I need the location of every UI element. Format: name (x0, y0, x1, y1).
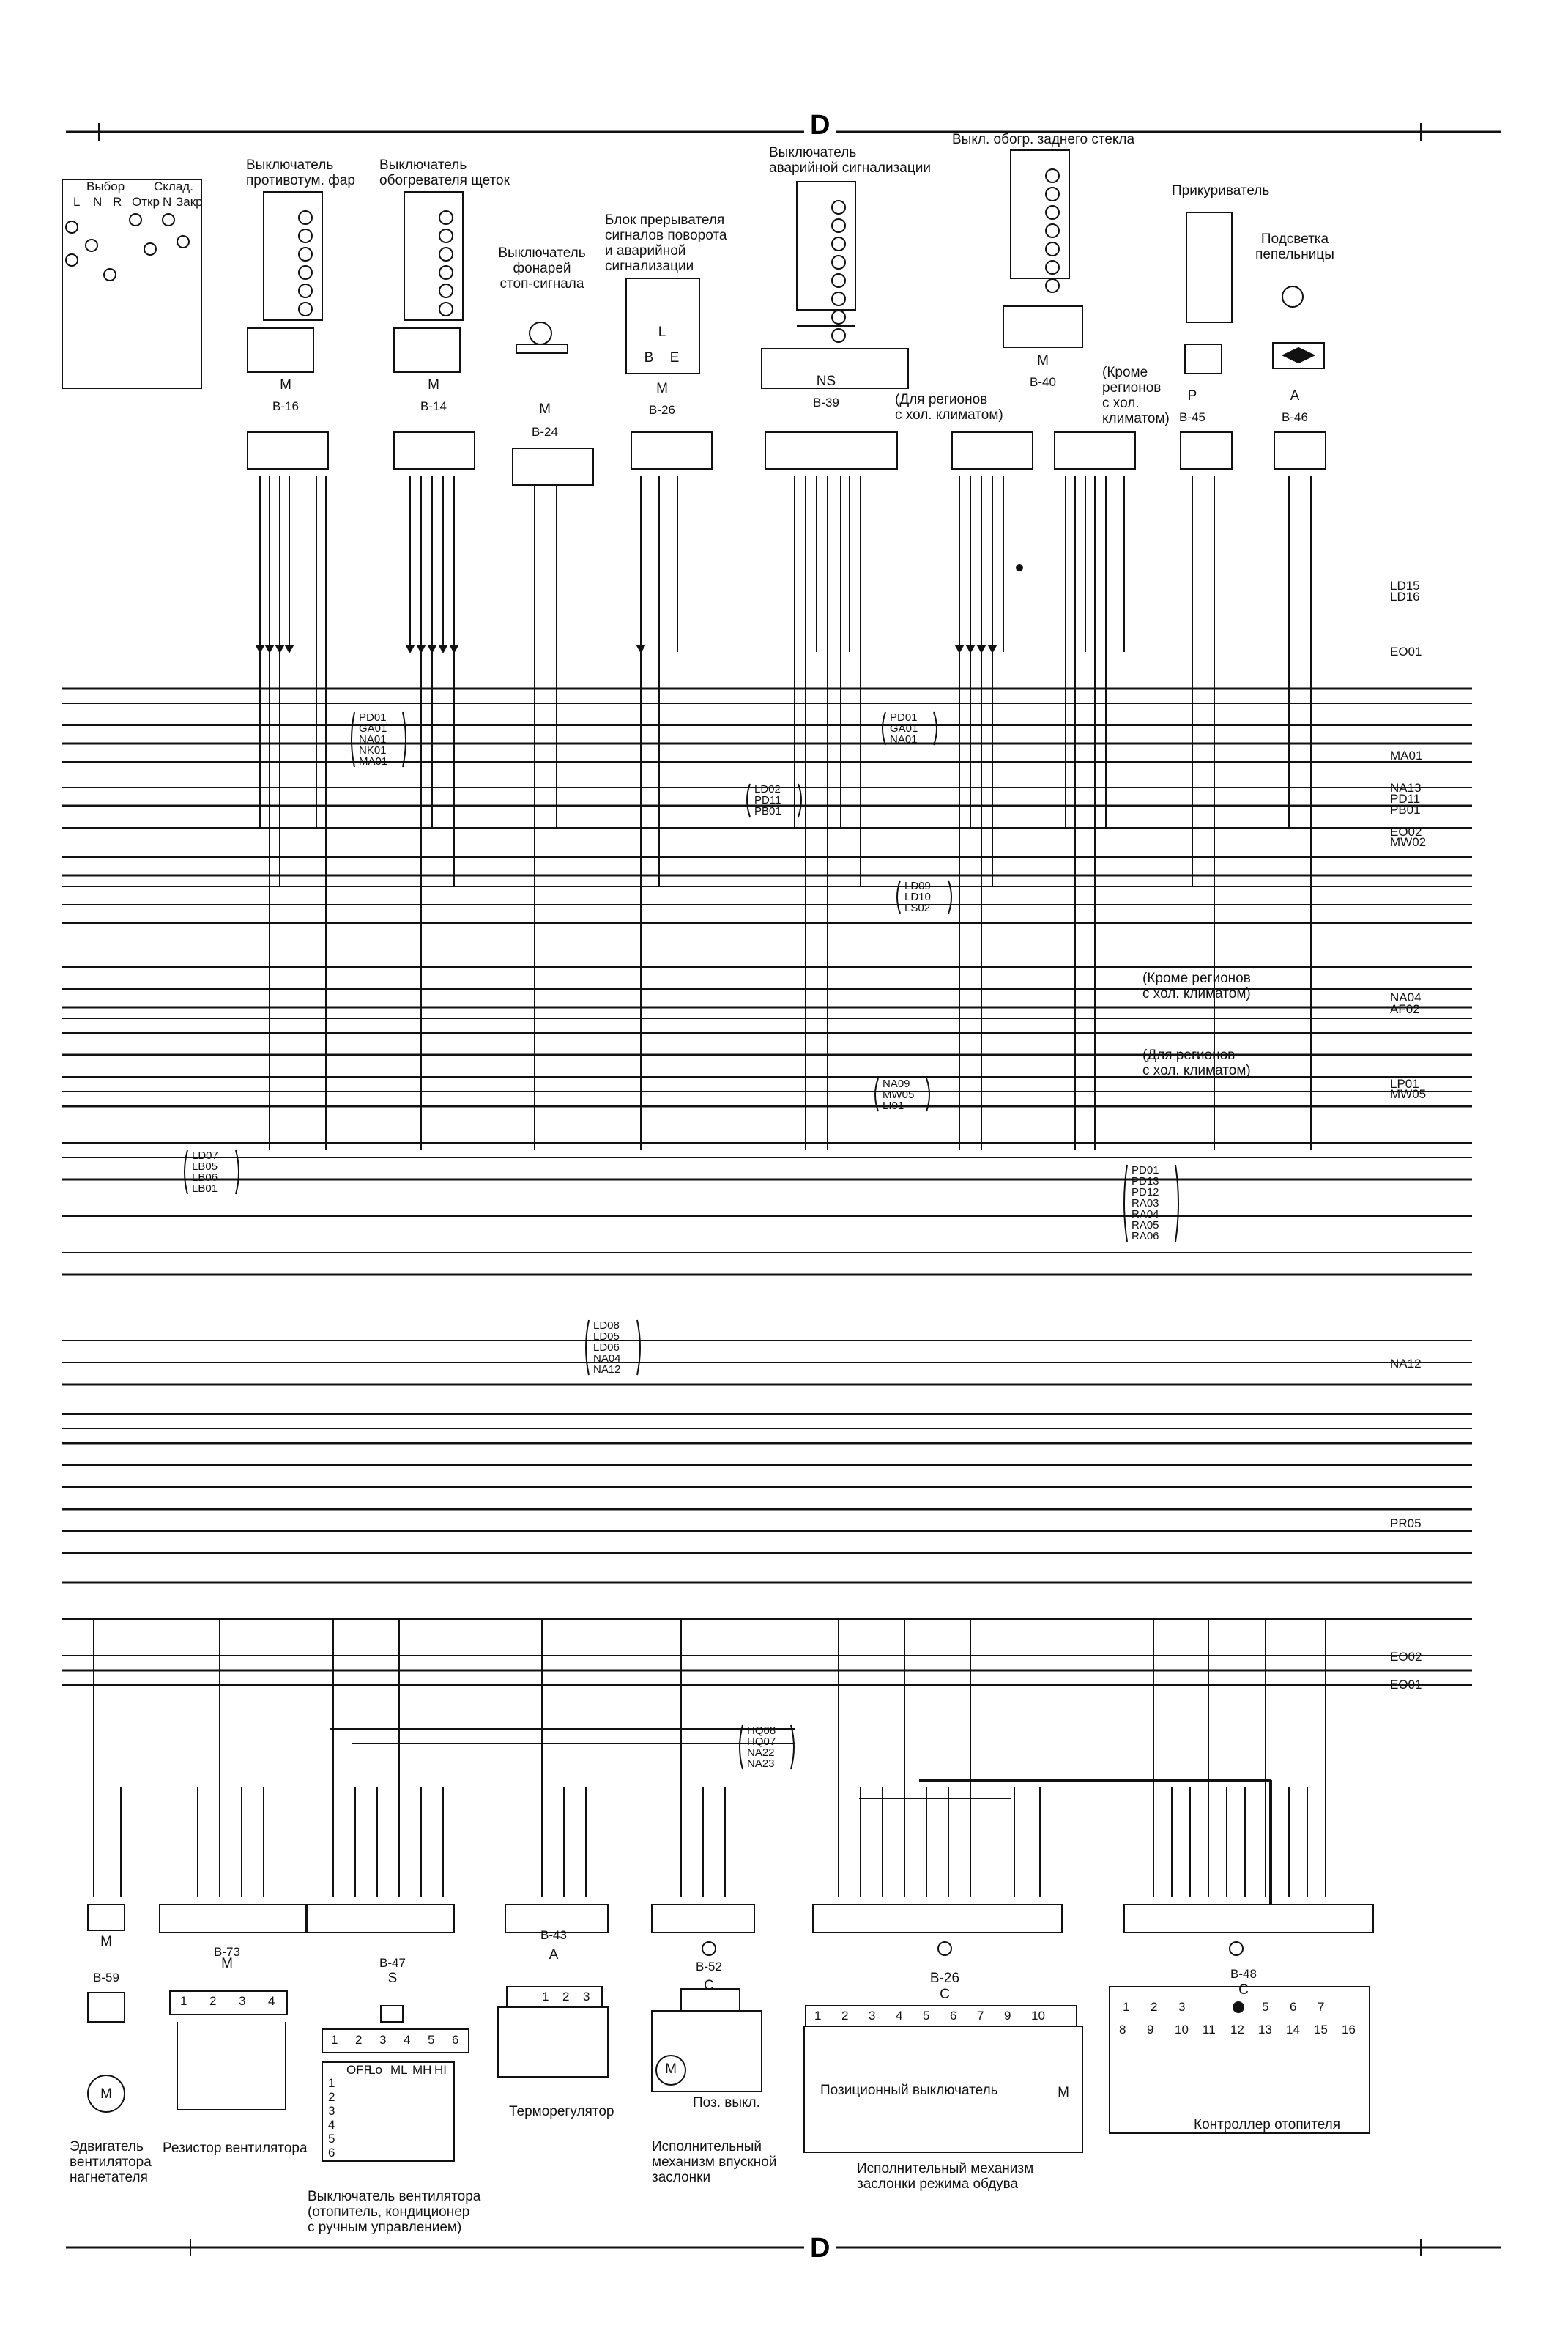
mode-pin: 5 (923, 2009, 930, 2023)
intake-connector-strip (652, 1905, 754, 1932)
shift-sklad-label: Склад. (154, 179, 193, 193)
fan-switch-row: 3 (328, 2104, 335, 2118)
heater-pin: 8 (1119, 2023, 1126, 2037)
wire-ref-label: NA04 (1390, 990, 1422, 1004)
mode-pin: 3 (869, 2009, 876, 2023)
fan-switch-title2: (отопитель, кондиционер (308, 2204, 470, 2220)
hazard-switch-table (797, 182, 855, 310)
heater-controller-title: Контроллер отопителя (1194, 2117, 1341, 2132)
ashtray-connector-strip (1274, 432, 1326, 469)
bundle-wire-label: PD01 (359, 711, 387, 724)
resistor-body (177, 2022, 286, 2110)
contact-icon (299, 229, 312, 242)
bundle-wire-label: GA01 (359, 722, 387, 735)
heater-pin: 11 (1203, 2023, 1216, 2037)
blower-connector (88, 1905, 125, 1930)
fan-switch-row: 4 (328, 2118, 335, 2132)
fog-switch-title1: Выключатель (246, 158, 334, 173)
bundle-bracket (637, 1320, 640, 1375)
fan-switch-pin: 5 (428, 2033, 435, 2047)
contact-icon (832, 292, 845, 305)
fan-switch-pin: 6 (452, 2033, 459, 2047)
bundle-wire-label: PD01 (890, 711, 918, 724)
bundle-wire-label: LI01 (883, 1100, 904, 1112)
mode-pin: 9 (1004, 2009, 1011, 2023)
wiper-connector-strip (394, 432, 475, 469)
contact-icon (1046, 188, 1059, 201)
brake-switch-letter: M (539, 401, 551, 417)
shift-zakr: Закр (176, 195, 203, 209)
wiper-switch-pins (394, 328, 460, 372)
contact-icon (832, 329, 845, 342)
wire-ref-label: EO02 (1390, 1650, 1422, 1664)
note-with-ac-mid: (Для регионов с хол. климатом) (1142, 1048, 1251, 1078)
contact-icon (832, 274, 845, 287)
blower-motor-plug (88, 1993, 125, 2022)
bundle-bracket (740, 1725, 743, 1769)
bundle-bracket (897, 881, 900, 914)
wire-ref-label: MA01 (1390, 749, 1423, 763)
arrow-icon (439, 645, 447, 652)
bundle-wire-label: LD09 (904, 880, 931, 892)
flasher-title4: сигнализации (605, 259, 694, 274)
bundle-wire-label: NA12 (593, 1363, 621, 1376)
brake-switch-title1: Выключатель (498, 245, 586, 261)
fan-switch-title1: Выключатель вентилятора (308, 2189, 481, 2204)
fan-switch-row: 2 (328, 2090, 335, 2104)
thermostat-connector: B-43 (540, 1928, 567, 1942)
contact-icon (66, 221, 78, 233)
wire-ref-label: LD15 (1390, 579, 1420, 593)
cigar-lighter-title: Прикуриватель (1172, 183, 1270, 199)
blower-motor-title3: нагнетателя (70, 2170, 148, 2185)
bundle-wire-label: LD07 (192, 1149, 218, 1162)
bundle-wire-label: PD12 (1132, 1186, 1159, 1198)
flasher-pin-L: L (658, 325, 666, 340)
flasher-connector-strip (631, 432, 712, 469)
fan-switch-col: ML (390, 2063, 408, 2077)
cigar-lighter-plug (1185, 344, 1222, 374)
heater-pin: 6 (1290, 2000, 1297, 2014)
arrow-icon (406, 645, 414, 652)
ashtray-light-connector: B-46 (1282, 410, 1308, 424)
arrow-icon (417, 645, 425, 652)
contact-icon (144, 243, 156, 255)
shift-L: L (73, 195, 81, 209)
bundle-wire-label: LD05 (593, 1330, 620, 1343)
arrow-icon (989, 645, 996, 652)
bundle-wire-label: NA04 (593, 1352, 621, 1365)
bundle-wire-label: NA01 (359, 733, 387, 746)
bundle-wire-label: NA09 (883, 1078, 910, 1090)
arrow-icon (637, 645, 644, 652)
fan-switch-pin: 1 (331, 2033, 338, 2047)
fog-switch-title2: противотум. фар (246, 173, 355, 188)
fan-switch-title3: с ручным управлением) (308, 2220, 462, 2235)
contact-icon (1046, 169, 1059, 182)
bundle-bracket (798, 784, 801, 817)
resistor-pin: 4 (268, 1994, 275, 2008)
contact-icon (832, 311, 845, 324)
contact-icon (163, 214, 174, 226)
arrow-icon (428, 645, 436, 652)
fog-switch-connector: B-16 (272, 399, 299, 413)
contact-icon (832, 201, 845, 214)
fan-switch-row: 1 (328, 2076, 335, 2090)
contact-icon (177, 236, 189, 248)
wire-ref-label: AF02 (1390, 1002, 1420, 1016)
wire-ref-label: EO01 (1390, 1678, 1422, 1691)
pin-marker-icon (938, 1942, 951, 1955)
shift-N: N (93, 195, 103, 209)
contact-icon (1046, 279, 1059, 292)
fan-switch-row: 5 (328, 2132, 335, 2146)
wiper-switch-title1: Выключатель (379, 158, 467, 173)
fan-switch-key (381, 2006, 403, 2022)
rear-defog-title: Выкл. обогр. заднего стекла (952, 132, 1135, 147)
ashtray-bulb-icon (1282, 286, 1303, 307)
bundle-bracket (1175, 1165, 1178, 1242)
contact-icon (104, 269, 116, 281)
hazard-switch-letter: NS (816, 374, 836, 389)
hazard-switch-title1: Выключатель (769, 145, 857, 160)
cigar-lighter-body (1186, 212, 1232, 322)
mode-pin: 4 (896, 2009, 903, 2023)
ashtray-light-title2: пепельницы (1255, 247, 1334, 262)
bundle-wire-label: NA22 (747, 1746, 775, 1759)
hazard-switch-connector: B-39 (813, 396, 839, 410)
heater-pin: 4 (1234, 2000, 1241, 2014)
bundle-bracket (586, 1320, 589, 1375)
mode-pin: 2 (841, 2009, 849, 2023)
pin-marker-icon (1230, 1942, 1243, 1955)
note-without-ac-mid: (Кроме регионов с хол. климатом) (1142, 971, 1251, 1001)
bundle-wire-label: LB01 (192, 1182, 218, 1195)
mode-connector-strip (813, 1905, 1062, 1932)
flasher-title2: сигналов поворота (605, 228, 727, 243)
fan-switch-col: MH (412, 2063, 432, 2077)
thermostat-pin: 3 (583, 1990, 590, 2004)
pin-marker-icon (702, 1942, 716, 1955)
intake-title2: механизм впускной (652, 2154, 777, 2170)
thermostat-letter: A (549, 1947, 559, 1963)
contact-icon (1046, 242, 1059, 256)
bundle-wire-label: NK01 (359, 744, 387, 757)
rear-defog-switch-table (1011, 150, 1069, 278)
fog-switch-pins (248, 328, 313, 372)
flasher-connector: B-26 (649, 403, 675, 417)
contact-icon (299, 248, 312, 261)
contact-icon (299, 303, 312, 316)
shift-otkr: Откр (132, 195, 160, 209)
contact-icon (439, 211, 453, 224)
brake-switch-title2: фонарей (513, 261, 571, 276)
intake-title3: заслонки (652, 2170, 711, 2185)
arrow-icon (266, 645, 273, 652)
fan-switch-col: OFF (346, 2063, 371, 2077)
intake-connector: B-52 (696, 1960, 722, 1974)
mode-actuator-letter: C (940, 1987, 950, 2002)
fan-switch-table (322, 2062, 454, 2161)
heater-pin: 7 (1318, 2000, 1325, 2014)
intake-letter: C (704, 1978, 714, 1993)
wire-ref-label: NA13 (1390, 781, 1422, 795)
bundle-bracket (791, 1725, 794, 1769)
flasher-letter: M (656, 381, 668, 396)
heater-pin: 14 (1286, 2023, 1300, 2037)
mode-actuator-pos-switch: Позиционный выключатель (820, 2083, 998, 2098)
bundle-wire-label: PD11 (754, 794, 781, 807)
brake-lamp-icon (530, 322, 551, 344)
wire-ref-label: MW05 (1390, 1087, 1427, 1101)
bundle-wire-label: RA04 (1132, 1208, 1159, 1220)
heater-pin: 10 (1175, 2023, 1189, 2037)
shift-R: R (113, 195, 122, 209)
bundle-wire-label: NA01 (890, 733, 918, 746)
bundle-bracket (352, 712, 354, 767)
resistor-pin: 2 (209, 1994, 217, 2008)
arrow-icon (450, 645, 458, 652)
bundle-wire-label: RA03 (1132, 1197, 1159, 1209)
bundle-wire-label: LD10 (904, 891, 931, 903)
wiper-switch-table (404, 192, 463, 320)
contact-icon (832, 219, 845, 232)
note-without-ac-top: (Кроме регионов с хол. климатом) (1102, 365, 1170, 426)
noac-connector-strip (1055, 432, 1135, 469)
brake-connector-strip (513, 448, 593, 485)
fan-switch-connector: B-47 (379, 1956, 406, 1970)
resistor-letter: M (221, 1956, 233, 1971)
wiper-switch-letter: M (428, 377, 439, 393)
rear-defog-pins (1003, 306, 1082, 347)
hazard-switch-title2: аварийной сигнализации (769, 160, 931, 176)
resistor-title: Резистор вентилятора (163, 2141, 308, 2156)
contact-icon (439, 229, 453, 242)
intake-pos-switch: Поз. выкл. (693, 2095, 760, 2110)
shift-N2: N (163, 195, 172, 209)
fog-switch-letter: M (280, 377, 291, 393)
resistor-connector: B-73 (214, 1945, 240, 1959)
brake-switch-title3: стоп-сигнала (499, 276, 584, 292)
intake-symbol: M (665, 2061, 677, 2077)
blower-motor-title1: Эдвигатель (70, 2139, 144, 2154)
bundle-bracket (883, 712, 885, 745)
contact-icon (299, 211, 312, 224)
wire-ref-label: LP01 (1390, 1077, 1419, 1091)
flasher-pin-E: E (669, 350, 680, 366)
heater-pin: 15 (1314, 2023, 1328, 2037)
rear-defog-letter: M (1037, 353, 1049, 368)
fog-connector-strip (248, 432, 328, 469)
rear-defog-connector: B-40 (1030, 375, 1056, 389)
bundle-bracket (948, 881, 951, 914)
arrow-icon (956, 645, 963, 652)
contact-icon (1046, 206, 1059, 219)
mode-actuator-title2: заслонки режима обдува (857, 2176, 1019, 2192)
fan-switch-letter: S (387, 1971, 398, 1986)
contact-icon (299, 284, 312, 297)
wire-ref-label: PD11 (1390, 792, 1421, 806)
flasher-title3: и аварийной (605, 243, 686, 259)
fan-switch-pin: 4 (404, 2033, 411, 2047)
page-marker-bottom: D (804, 2233, 836, 2264)
heater-pin: 13 (1258, 2023, 1272, 2037)
bundle-wire-label: RA05 (1132, 1219, 1159, 1231)
ashtray-light-letter: A (1290, 388, 1300, 404)
intake-title1: Исполнительный (652, 2139, 762, 2154)
bundle-wire-label: PB01 (754, 805, 781, 818)
bundle-bracket (403, 712, 406, 767)
contact-icon (1046, 261, 1059, 274)
resistor-connector-strip (160, 1905, 306, 1932)
contact-icon (299, 266, 312, 279)
contact-icon (439, 284, 453, 297)
flasher-pin-B: B (644, 350, 654, 366)
contact-icon (86, 240, 97, 251)
bundle-wire-label: RA06 (1132, 1230, 1159, 1242)
fan-switch-row: 6 (328, 2146, 335, 2160)
fan-switch-pin: 2 (355, 2033, 363, 2047)
mode-actuator-symbol: M (1058, 2085, 1069, 2100)
cigar-connector-strip (1181, 432, 1232, 469)
resistor-pin: 3 (239, 1994, 246, 2008)
contact-icon (832, 237, 845, 251)
thermostat-pin: 1 (542, 1990, 549, 2004)
wire-ref-label: MW02 (1390, 835, 1427, 849)
mode-pin: 7 (977, 2009, 984, 2023)
heater-pin: 1 (1123, 2000, 1130, 2014)
wire-ref-label: EO01 (1390, 645, 1422, 659)
bundle-wire-label: LB05 (192, 1160, 218, 1173)
fan-switch-connector-strip (308, 1905, 454, 1932)
wire-ref-label: PB01 (1390, 803, 1421, 817)
wire-ref-label: LD16 (1390, 590, 1420, 604)
brake-switch-connector: B-24 (532, 425, 558, 439)
bundle-wire-label: LD02 (754, 783, 781, 796)
bundle-wire-label: LD08 (593, 1319, 620, 1332)
contact-icon (439, 303, 453, 316)
heater-connector-strip (1124, 1905, 1373, 1932)
heater-controller-letter: C (1238, 1982, 1249, 1998)
mode-pin: 1 (814, 2009, 822, 2023)
ashtray-light-title1: Подсветка (1260, 231, 1329, 247)
shift-vybor-label: Выбор (86, 179, 125, 193)
bundle-bracket (1124, 1165, 1127, 1242)
contact-icon (832, 256, 845, 269)
heater-pin: 12 (1230, 2023, 1244, 2037)
bundle-bracket (747, 784, 750, 817)
heater-pin: 5 (1262, 2000, 1269, 2014)
contact-icon (439, 266, 453, 279)
mode-pin: 10 (1031, 2009, 1045, 2023)
bundle-wire-label: LD06 (593, 1341, 620, 1354)
bundle-wire-label: LB06 (192, 1171, 218, 1184)
blower-motor-connector: B-59 (93, 1971, 119, 1984)
bundle-wire-label: LS02 (904, 902, 931, 914)
cigar-lighter-letter: P (1187, 388, 1197, 404)
contact-icon (1046, 224, 1059, 237)
bundle-wire-label: NA23 (747, 1757, 775, 1770)
fog-switch-table (264, 192, 322, 320)
mode-pin: 6 (950, 2009, 957, 2023)
brake-switch-plunger (516, 344, 568, 353)
blower-motor-title2: вентилятора (70, 2154, 152, 2170)
bundle-wire-label: GA01 (890, 722, 918, 735)
wire-ref-label: EO02 (1390, 825, 1422, 839)
arrow-icon (286, 645, 293, 652)
bundle-bracket (934, 712, 937, 745)
junction-dot (1017, 565, 1022, 571)
arrow-icon (276, 645, 283, 652)
thermostat-body (498, 2007, 608, 2077)
wiper-switch-title2: обогревателя щеток (379, 173, 510, 188)
page-marker-top: D (804, 110, 836, 141)
arrow-icon (978, 645, 985, 652)
arrow-icon (967, 645, 974, 652)
flasher-title1: Блок прерывателя (605, 212, 725, 228)
wire-ref-label: NA12 (1390, 1357, 1422, 1371)
resistor-pin: 1 (180, 1994, 187, 2008)
note-with-ac-top: (Для регионов с хол. климатом) (895, 392, 1003, 423)
mode-actuator-connector: B-26 (929, 1971, 960, 1986)
shift-switch-table (62, 179, 201, 388)
bundle-wire-label: PD13 (1132, 1175, 1159, 1187)
ac-connector-strip (952, 432, 1033, 469)
heater-pin: 9 (1147, 2023, 1154, 2037)
blower-motor-symbol: M (100, 2086, 112, 2102)
cigar-lighter-connector: B-45 (1179, 410, 1205, 424)
contact-icon (66, 254, 78, 266)
mode-actuator-title1: Исполнительный механизм (857, 2161, 1034, 2176)
wiper-switch-connector: B-14 (420, 399, 447, 413)
heater-pin: 16 (1342, 2023, 1356, 2037)
fan-switch-col: Lo (368, 2063, 382, 2077)
bundle-wire-label: HQ07 (747, 1735, 776, 1748)
bundle-wire-label: PD01 (1132, 1164, 1159, 1176)
fan-switch-col: HI (434, 2063, 447, 2077)
thermostat-pin: 2 (562, 1990, 570, 2004)
contact-icon (439, 248, 453, 261)
contact-icon (130, 214, 141, 226)
hazard-connector-strip (765, 432, 897, 469)
bundle-wire-label: MA01 (359, 755, 388, 768)
heater-controller-connector: B-48 (1230, 1967, 1257, 1981)
thermostat-title: Терморегулятор (509, 2104, 614, 2119)
bundle-wire-label: MW05 (883, 1089, 915, 1101)
fan-switch-pin: 3 (379, 2033, 387, 2047)
arrow-icon (256, 645, 264, 652)
blower-motor-letter: M (100, 1934, 112, 1949)
fan-switch-pin-strip (322, 2029, 469, 2053)
heater-pin: 3 (1178, 2000, 1186, 2014)
wire-ref-label: PR05 (1390, 1516, 1422, 1530)
bundle-wire-label: HQ08 (747, 1724, 776, 1737)
heater-pin: 2 (1151, 2000, 1158, 2014)
